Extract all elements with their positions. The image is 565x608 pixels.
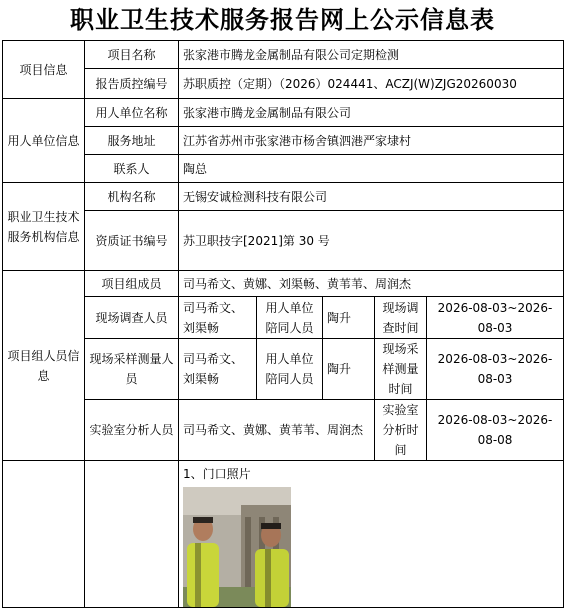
team-members-row: [3, 271, 564, 297]
survey-escort-label: 用人单位陪同人员: [257, 297, 323, 339]
photo-cell: [179, 461, 564, 608]
service-address-label: 服务地址: [85, 127, 179, 155]
survey-time-label: 现场调查时间: [375, 297, 427, 339]
cert-number-row: [3, 211, 564, 271]
contact-label: 联系人: [85, 155, 179, 183]
sampling-escort-label: 用人单位陪同人员: [257, 339, 323, 400]
contact-value: 陶总: [179, 155, 564, 183]
photo-row: [3, 461, 564, 608]
entrance-photo-image: [183, 487, 291, 607]
lab-row: [3, 400, 564, 461]
survey-staff-label: 现场调查人员: [85, 297, 179, 339]
cert-number-value: 苏卫职技字[2021]第 30 号: [179, 211, 564, 271]
sampling-escort-value: 陶升: [323, 339, 375, 400]
agency-name-label: 机构名称: [85, 183, 179, 211]
service-address-row: [3, 127, 564, 155]
lab-staff-label: 实验室分析人员: [85, 400, 179, 461]
lab-time-value: 2026-08-03~2026-08-08: [427, 400, 564, 461]
project-name-row: [3, 41, 564, 69]
sampling-time-label: 现场采样测量时间: [375, 339, 427, 400]
employer-name-value: 张家港市腾龙金属制品有限公司: [179, 99, 564, 127]
sampling-time-value: 2026-08-03~2026-08-03: [427, 339, 564, 400]
sampling-staff-value: 司马希文、刘渠畅: [179, 339, 257, 400]
employer-name-label: 用人单位名称: [85, 99, 179, 127]
report-number-value: 苏职质控（定期）（2026）024441、ACZJ(W)ZJG20260030: [179, 69, 564, 99]
project-name-value: 张家港市腾龙金属制品有限公司定期检测: [179, 41, 564, 69]
page-title: 职业卫生技术服务报告网上公示信息表: [70, 5, 495, 34]
project-name-label: 项目名称: [85, 41, 179, 69]
survey-escort-value: 陶升: [323, 297, 375, 339]
survey-time-value: 2026-08-03~2026-08-03: [427, 297, 564, 339]
survey-row: [3, 297, 564, 339]
sampling-row: [3, 339, 564, 400]
employer-section-label: 用人单位信息: [3, 99, 85, 183]
team-members-value: 司马希文、黄娜、刘渠畅、黄苇苇、周润杰: [179, 271, 564, 297]
employer-name-row: [3, 99, 564, 127]
entrance-photo: [183, 487, 291, 607]
team-members-label: 项目组成员: [85, 271, 179, 297]
sampling-staff-label: 现场采样测量人员: [85, 339, 179, 400]
team-section-label: 项目组人员信息: [3, 271, 85, 461]
agency-name-value: 无锡安诚检测科技有限公司: [179, 183, 564, 211]
agency-section-label: 职业卫生技术服务机构信息: [3, 183, 85, 271]
survey-staff-value: 司马希文、刘渠畅: [179, 297, 257, 339]
lab-time-label: 实验室分析时间: [375, 400, 427, 461]
lab-staff-value: 司马希文、黄娜、黄苇苇、周润杰: [179, 400, 375, 461]
photo-row-empty-cell: [3, 461, 85, 608]
cert-number-label: 资质证书编号: [85, 211, 179, 271]
report-number-row: [3, 69, 564, 99]
info-table: [2, 40, 564, 608]
agency-name-row: [3, 183, 564, 211]
service-address-value: 江苏省苏州市张家港市杨舍镇泗港严家埭村: [179, 127, 564, 155]
report-number-label: 报告质控编号: [85, 69, 179, 99]
contact-row: [3, 155, 564, 183]
photo-row-spacer-cell: [85, 461, 179, 608]
project-section-label: 项目信息: [3, 41, 85, 99]
photo-caption: 1、门口照片: [183, 467, 251, 481]
